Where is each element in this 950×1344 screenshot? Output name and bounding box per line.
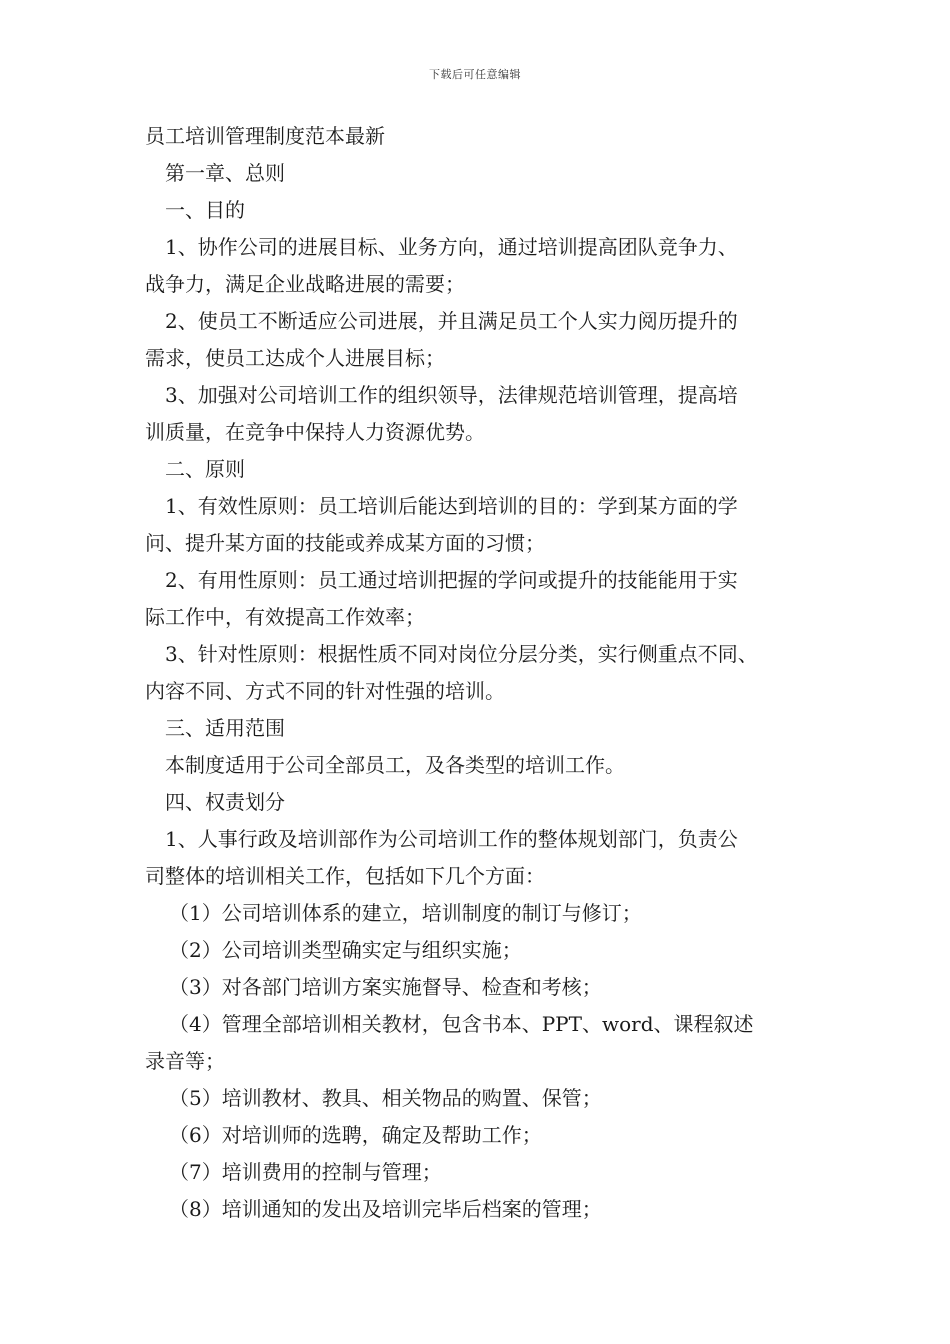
page-header: 下载后可任意编辑 — [429, 68, 521, 81]
text-line: 四、权责划分 — [165, 790, 285, 814]
document-body — [145, 118, 825, 1228]
text-line: （7）培训费用的控制与管理； — [169, 1160, 442, 1184]
text-line: （4）管理全部培训相关教材，包含书本、PPT、word、课程叙述 — [169, 1012, 754, 1036]
text-line: 3、针对性原则：根据性质不同对岗位分层分类，实行侧重点不同、 — [165, 642, 758, 666]
text-line: （8）培训通知的发出及培训完毕后档案的管理； — [169, 1197, 602, 1221]
text-line: 3、加强对公司培训工作的组织领导，法律规范培训管理，提高培 — [165, 383, 738, 407]
text-line: 训质量，在竞争中保持人力资源优势。 — [145, 420, 485, 444]
text-line: 录音等； — [145, 1049, 225, 1073]
text-line: 1、协作公司的进展目标、业务方向，通过培训提高团队竞争力、 — [165, 235, 738, 259]
text-line: 二、原则 — [165, 457, 245, 481]
text-line: 第一章、总则 — [165, 161, 285, 185]
text-line: （1）公司培训体系的建立，培训制度的制订与修订； — [169, 901, 642, 925]
text-line: 际工作中，有效提高工作效率； — [145, 605, 425, 629]
text-line: 战争力，满足企业战略进展的需要； — [145, 272, 465, 296]
text-line: 1、有效性原则：员工培训后能达到培训的目的：学到某方面的学 — [165, 494, 738, 518]
document-title: 员工培训管理制度范本最新 — [145, 124, 385, 148]
text-line: 需求，使员工达成个人进展目标； — [145, 346, 445, 370]
text-line: 司整体的培训相关工作，包括如下几个方面： — [145, 864, 545, 888]
text-line: （5）培训教材、教具、相关物品的购置、保管； — [169, 1086, 602, 1110]
text-line: 问、提升某方面的技能或养成某方面的习惯； — [145, 531, 545, 555]
document-lines — [145, 155, 825, 1228]
text-line: 2、有用性原则：员工通过培训把握的学问或提升的技能能用于实 — [165, 568, 738, 592]
text-line: 1、人事行政及培训部作为公司培训工作的整体规划部门，负责公 — [165, 827, 738, 851]
text-line: 内容不同、方式不同的针对性强的培训。 — [145, 679, 505, 703]
text-line: 2、使员工不断适应公司进展，并且满足员工个人实力阅历提升的 — [165, 309, 738, 333]
text-line: （2）公司培训类型确实定与组织实施； — [169, 938, 522, 962]
text-line: 本制度适用于公司全部员工，及各类型的培训工作。 — [165, 753, 625, 777]
text-line: 一、目的 — [165, 198, 245, 222]
text-line: （3）对各部门培训方案实施督导、检查和考核； — [169, 975, 602, 999]
text-line: （6）对培训师的选聘，确定及帮助工作； — [169, 1123, 542, 1147]
text-line: 三、适用范围 — [165, 716, 285, 740]
